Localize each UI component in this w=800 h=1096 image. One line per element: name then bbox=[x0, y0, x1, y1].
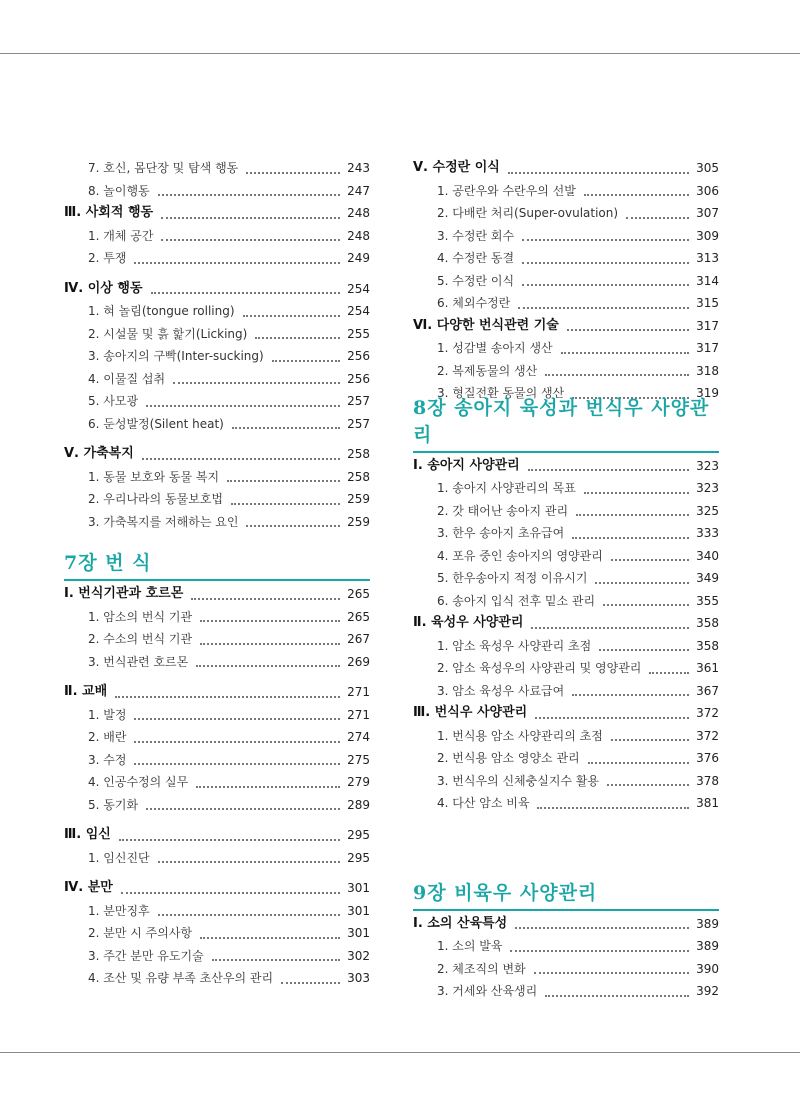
section-title: Ⅴ. 가축복지 bbox=[64, 446, 134, 461]
item-title: 1. 동물 보호와 동물 복지 bbox=[88, 469, 220, 484]
toc-item[interactable] bbox=[64, 180, 370, 203]
page-number: 271 bbox=[344, 704, 370, 727]
dot-leader bbox=[161, 239, 340, 241]
toc-section[interactable] bbox=[64, 824, 370, 847]
toc-item[interactable] bbox=[413, 747, 719, 770]
item-title: 1. 암소의 번식 기관 bbox=[88, 609, 193, 624]
dot-leader bbox=[576, 514, 689, 516]
page-number: 257 bbox=[344, 390, 370, 413]
page-number: 361 bbox=[693, 657, 719, 680]
toc-item[interactable] bbox=[64, 300, 370, 323]
item-title: 1. 성감별 송아지 생산 bbox=[437, 341, 553, 355]
dot-leader bbox=[515, 927, 689, 929]
toc-item[interactable] bbox=[64, 466, 370, 489]
toc-item[interactable] bbox=[413, 935, 719, 958]
toc-item[interactable] bbox=[413, 202, 719, 225]
page-number: 389 bbox=[693, 913, 719, 936]
page-number: 314 bbox=[693, 270, 719, 293]
bottom-rule bbox=[0, 1052, 800, 1053]
dot-leader bbox=[196, 786, 340, 788]
page-number: 315 bbox=[693, 292, 719, 315]
toc-item[interactable] bbox=[64, 488, 370, 511]
toc-item[interactable] bbox=[413, 225, 719, 248]
page-number: 325 bbox=[693, 500, 719, 523]
item-title: 3. 번식우의 신체충실지수 활용 bbox=[437, 773, 599, 788]
toc-item[interactable] bbox=[413, 500, 719, 523]
item-title: 3. 가축복지를 저해하는 요인 bbox=[88, 514, 239, 529]
toc-item[interactable] bbox=[413, 590, 719, 613]
item-title: 4. 인공수정의 실무 bbox=[88, 775, 189, 789]
page-number: 313 bbox=[693, 247, 719, 270]
dot-leader bbox=[649, 672, 689, 674]
toc-item[interactable] bbox=[413, 292, 719, 315]
dot-leader bbox=[146, 405, 340, 407]
page-number: 303 bbox=[344, 967, 370, 990]
toc-section[interactable] bbox=[64, 443, 370, 466]
toc-item[interactable] bbox=[64, 900, 370, 923]
toc-item[interactable] bbox=[64, 511, 370, 534]
page-number: 318 bbox=[693, 360, 719, 383]
page-number: 254 bbox=[344, 278, 370, 301]
item-title: 1. 분만징후 bbox=[88, 903, 150, 918]
dot-leader bbox=[522, 239, 689, 241]
section-title: Ⅲ. 사회적 행동 bbox=[64, 205, 154, 220]
dot-leader bbox=[232, 427, 340, 429]
toc-item[interactable] bbox=[413, 792, 719, 815]
page-number: 309 bbox=[693, 225, 719, 248]
page-number: 256 bbox=[344, 368, 370, 391]
page-number: 265 bbox=[344, 606, 370, 629]
toc-item[interactable] bbox=[64, 771, 370, 794]
page-number: 301 bbox=[344, 922, 370, 945]
dot-leader bbox=[115, 696, 340, 698]
item-title: 1. 임신진단 bbox=[88, 850, 150, 865]
dot-leader bbox=[134, 718, 340, 720]
dot-leader bbox=[599, 649, 689, 651]
chapter-title: 8장 송아지 육성과 번식우 사양관리 bbox=[413, 396, 710, 446]
page-number: 319 bbox=[693, 382, 719, 405]
item-title: 2. 분만 시 주의사항 bbox=[88, 926, 193, 940]
dot-leader bbox=[572, 537, 689, 539]
page-number: 301 bbox=[344, 877, 370, 900]
dot-leader bbox=[119, 839, 340, 841]
item-title: 1. 소의 발육 bbox=[437, 939, 503, 953]
page-number: 259 bbox=[344, 488, 370, 511]
dot-leader bbox=[567, 329, 689, 331]
toc-item[interactable] bbox=[413, 545, 719, 568]
dot-leader bbox=[134, 763, 340, 765]
dot-leader bbox=[584, 194, 689, 196]
page-number: 259 bbox=[344, 511, 370, 534]
chapter-heading bbox=[413, 396, 719, 455]
item-title: 3. 수정란 회수 bbox=[437, 228, 515, 243]
page-number: 317 bbox=[693, 315, 719, 338]
toc-item[interactable] bbox=[413, 477, 719, 500]
item-title: 5. 한우송아지 적정 이유시기 bbox=[437, 571, 588, 585]
toc-section[interactable] bbox=[413, 612, 719, 635]
toc-item[interactable] bbox=[64, 157, 370, 180]
dot-leader bbox=[510, 950, 689, 952]
chapter-title: 9장 비육우 사양관리 bbox=[413, 881, 598, 904]
toc-item[interactable] bbox=[413, 567, 719, 590]
item-title: 1. 공란우와 수란우의 선발 bbox=[437, 183, 576, 198]
toc-item[interactable] bbox=[413, 635, 719, 658]
page-number: 258 bbox=[344, 466, 370, 489]
toc-item[interactable] bbox=[64, 247, 370, 270]
page-number: 243 bbox=[344, 157, 370, 180]
section-title: Ⅰ. 번식기관과 호르몬 bbox=[64, 586, 184, 601]
dot-leader bbox=[243, 315, 341, 317]
spacer bbox=[413, 815, 719, 863]
dot-leader bbox=[142, 458, 340, 460]
page-number: 247 bbox=[344, 180, 370, 203]
page-number: 323 bbox=[693, 477, 719, 500]
toc-item[interactable] bbox=[413, 725, 719, 748]
toc-section[interactable] bbox=[64, 202, 370, 225]
toc-right-column bbox=[413, 157, 719, 1003]
page-number: 265 bbox=[344, 583, 370, 606]
page-number: 248 bbox=[344, 225, 370, 248]
page-number: 271 bbox=[344, 681, 370, 704]
item-title: 1. 발정 bbox=[88, 707, 127, 722]
page-number: 301 bbox=[344, 900, 370, 923]
toc-section[interactable] bbox=[64, 681, 370, 704]
dot-leader bbox=[603, 604, 689, 606]
toc-section[interactable] bbox=[413, 157, 719, 180]
item-title: 3. 암소 육성우 사료급여 bbox=[437, 683, 565, 698]
section-title: Ⅳ. 분만 bbox=[64, 880, 113, 895]
item-title: 8. 놀이행동 bbox=[88, 183, 150, 198]
page-number: 269 bbox=[344, 651, 370, 674]
page-number: 349 bbox=[693, 567, 719, 590]
item-title: 6. 둔성발정(Silent heat) bbox=[88, 416, 224, 431]
toc-section[interactable] bbox=[64, 583, 370, 606]
spacer bbox=[64, 673, 370, 681]
dot-leader bbox=[146, 808, 340, 810]
dot-leader bbox=[246, 525, 340, 527]
item-title: 5. 동기화 bbox=[88, 797, 139, 812]
dot-leader bbox=[535, 717, 689, 719]
spacer bbox=[64, 816, 370, 824]
dot-leader bbox=[611, 559, 689, 561]
dot-leader bbox=[134, 262, 340, 264]
section-title: Ⅳ. 이상 행동 bbox=[64, 280, 143, 296]
toc-item[interactable] bbox=[64, 390, 370, 413]
toc-item[interactable] bbox=[413, 657, 719, 680]
section-title: Ⅲ. 임신 bbox=[64, 827, 111, 842]
dot-leader bbox=[522, 262, 689, 264]
item-title: 2. 복제동물의 생산 bbox=[437, 363, 538, 378]
page-number: 358 bbox=[693, 635, 719, 658]
item-title: 4. 포유 중인 송아지의 영양관리 bbox=[437, 548, 603, 563]
dot-leader bbox=[281, 982, 340, 984]
toc-item[interactable] bbox=[413, 270, 719, 293]
item-title: 6. 체외수정란 bbox=[437, 296, 511, 310]
toc-section[interactable] bbox=[413, 702, 719, 725]
dot-leader bbox=[572, 694, 689, 696]
dot-leader bbox=[588, 762, 689, 764]
page-number: 333 bbox=[693, 522, 719, 545]
toc-item[interactable] bbox=[64, 651, 370, 674]
item-title: 2. 시설물 및 흙 핥기(Licking) bbox=[88, 326, 248, 341]
item-title: 2. 수소의 번식 기관 bbox=[88, 632, 193, 646]
toc-item[interactable] bbox=[64, 847, 370, 870]
item-title: 3. 번식관련 호르몬 bbox=[88, 654, 189, 669]
section-title: Ⅵ. 다양한 번식관련 기술 bbox=[413, 317, 559, 333]
item-title: 1. 암소 육성우 사양관리 초점 bbox=[437, 638, 592, 653]
toc-section[interactable] bbox=[64, 877, 370, 900]
dot-leader bbox=[161, 217, 340, 219]
item-title: 2. 배란 bbox=[88, 730, 127, 744]
item-title: 3. 수정 bbox=[88, 752, 127, 767]
page-number: 306 bbox=[693, 180, 719, 203]
page-number: 372 bbox=[693, 702, 719, 725]
item-title: 2. 다배란 처리(Super-ovulation) bbox=[437, 206, 619, 220]
page-number: 248 bbox=[344, 202, 370, 225]
dot-leader bbox=[191, 598, 340, 600]
page-number: 256 bbox=[344, 345, 370, 368]
toc-item[interactable] bbox=[64, 413, 370, 436]
dot-leader bbox=[173, 382, 340, 384]
toc-item[interactable] bbox=[413, 980, 719, 1003]
toc-item[interactable] bbox=[64, 628, 370, 651]
item-title: 3. 한우 송아지 초유급여 bbox=[437, 526, 565, 540]
toc-item[interactable] bbox=[413, 180, 719, 203]
section-title: Ⅲ. 번식우 사양관리 bbox=[413, 705, 528, 720]
dot-leader bbox=[561, 352, 689, 354]
item-title: 1. 개체 공간 bbox=[88, 228, 154, 243]
item-title: 1. 번식용 암소 사양관리의 초점 bbox=[437, 728, 603, 743]
item-title: 4. 수정란 동결 bbox=[437, 251, 515, 265]
dot-leader bbox=[200, 620, 340, 622]
page-number: 254 bbox=[344, 300, 370, 323]
spacer bbox=[64, 270, 370, 278]
page-number: 258 bbox=[344, 443, 370, 466]
item-title: 3. 송아지의 구빡(Inter-sucking) bbox=[88, 349, 264, 363]
item-title: 3. 형질전환 동물의 생산 bbox=[437, 386, 565, 400]
dot-leader bbox=[227, 480, 340, 482]
item-title: 2. 번식용 암소 영양소 관리 bbox=[437, 751, 580, 765]
toc-section[interactable] bbox=[413, 455, 719, 478]
page-number: 323 bbox=[693, 455, 719, 478]
dot-leader bbox=[158, 914, 340, 916]
page-number: 358 bbox=[693, 612, 719, 635]
dot-leader bbox=[212, 959, 340, 961]
dot-leader bbox=[200, 643, 340, 645]
dot-leader bbox=[545, 374, 689, 376]
dot-leader bbox=[528, 469, 689, 471]
toc-item[interactable] bbox=[64, 345, 370, 368]
page-number: 267 bbox=[344, 628, 370, 651]
item-title: 3. 거세와 산육생리 bbox=[437, 984, 538, 998]
dot-leader bbox=[626, 217, 689, 219]
toc-item[interactable] bbox=[64, 606, 370, 629]
toc-section[interactable] bbox=[64, 278, 370, 301]
page-number: 390 bbox=[693, 958, 719, 981]
dot-leader bbox=[255, 337, 340, 339]
spacer bbox=[64, 869, 370, 877]
section-title: Ⅰ. 송아지 사양관리 bbox=[413, 457, 520, 473]
toc-item[interactable] bbox=[64, 323, 370, 346]
page-number: 372 bbox=[693, 725, 719, 748]
chapter-heading bbox=[64, 539, 370, 583]
chapter-heading bbox=[413, 869, 719, 913]
toc-item[interactable] bbox=[413, 958, 719, 981]
dot-leader bbox=[607, 784, 689, 786]
page-number: 376 bbox=[693, 747, 719, 770]
dot-leader bbox=[272, 360, 340, 362]
page-number: 389 bbox=[693, 935, 719, 958]
toc-item[interactable] bbox=[64, 967, 370, 990]
toc-item[interactable] bbox=[413, 680, 719, 703]
page-number: 279 bbox=[344, 771, 370, 794]
item-title: 6. 송아지 입식 전후 밑소 관리 bbox=[437, 593, 596, 608]
toc-item[interactable] bbox=[64, 704, 370, 727]
section-title: Ⅱ. 교배 bbox=[64, 684, 108, 699]
item-title: 2. 우리나라의 동물보호법 bbox=[88, 492, 223, 506]
item-title: 2. 투쟁 bbox=[88, 251, 127, 265]
page-number: 307 bbox=[693, 202, 719, 225]
toc-item[interactable] bbox=[413, 770, 719, 793]
toc-item[interactable] bbox=[413, 360, 719, 383]
page-number: 355 bbox=[693, 590, 719, 613]
chapter-underline bbox=[413, 451, 719, 453]
dot-leader bbox=[158, 861, 340, 863]
page-number: 302 bbox=[344, 945, 370, 968]
page-number: 289 bbox=[344, 794, 370, 817]
item-title: 2. 체조직의 변화 bbox=[437, 961, 526, 976]
section-title: Ⅰ. 소의 산육특성 bbox=[413, 915, 508, 931]
toc-item[interactable] bbox=[413, 337, 719, 360]
page-number: 378 bbox=[693, 770, 719, 793]
dot-leader bbox=[534, 972, 689, 974]
toc-item[interactable] bbox=[64, 749, 370, 772]
page-number: 274 bbox=[344, 726, 370, 749]
page-number: 275 bbox=[344, 749, 370, 772]
page-number: 249 bbox=[344, 247, 370, 270]
page-number: 392 bbox=[693, 980, 719, 1003]
chapter-title: 7장 번 식 bbox=[64, 552, 152, 574]
dot-leader bbox=[545, 995, 689, 997]
page-number: 295 bbox=[344, 824, 370, 847]
toc-section[interactable] bbox=[413, 913, 719, 936]
dot-leader bbox=[151, 292, 341, 294]
dot-leader bbox=[196, 665, 340, 667]
dot-leader bbox=[595, 582, 689, 584]
page-number: 255 bbox=[344, 323, 370, 346]
item-title: 5. 사모광 bbox=[88, 394, 139, 408]
toc-item[interactable] bbox=[413, 522, 719, 545]
dot-leader bbox=[158, 194, 340, 196]
page-number: 367 bbox=[693, 680, 719, 703]
page-number: 381 bbox=[693, 792, 719, 815]
item-title: 2. 암소 육성우의 사양관리 및 영양관리 bbox=[437, 661, 642, 675]
chapter-underline bbox=[413, 909, 719, 911]
page-number: 305 bbox=[693, 157, 719, 180]
dot-leader bbox=[518, 307, 689, 309]
dot-leader bbox=[134, 741, 340, 743]
dot-leader bbox=[121, 892, 340, 894]
item-title: 7. 호신, 몸단장 및 탐색 행동 bbox=[88, 161, 239, 175]
toc-item[interactable] bbox=[64, 922, 370, 945]
chapter-underline bbox=[64, 579, 370, 581]
page-number: 257 bbox=[344, 413, 370, 436]
dot-leader bbox=[611, 739, 689, 741]
item-title: 2. 갓 태어난 송아지 관리 bbox=[437, 503, 569, 518]
item-title: 4. 이물질 섭취 bbox=[88, 371, 166, 386]
toc-item[interactable] bbox=[64, 726, 370, 749]
toc-item[interactable] bbox=[64, 368, 370, 391]
dot-leader bbox=[231, 503, 340, 505]
dot-leader bbox=[537, 807, 689, 809]
dot-leader bbox=[531, 627, 689, 629]
page-number: 317 bbox=[693, 337, 719, 360]
toc-item[interactable] bbox=[64, 794, 370, 817]
page-number: 340 bbox=[693, 545, 719, 568]
item-title: 1. 송아지 사양관리의 목표 bbox=[437, 481, 576, 495]
section-title: Ⅱ. 육성우 사양관리 bbox=[413, 615, 524, 630]
item-title: 4. 조산 및 유량 부족 초산우의 관리 bbox=[88, 971, 274, 985]
toc-item[interactable] bbox=[413, 247, 719, 270]
spacer bbox=[64, 435, 370, 443]
toc-section[interactable] bbox=[413, 315, 719, 338]
item-title: 1. 혀 놀림(tongue rolling) bbox=[88, 304, 235, 318]
dot-leader bbox=[584, 492, 689, 494]
toc-left-column bbox=[64, 157, 370, 990]
dot-leader bbox=[200, 937, 340, 939]
item-title: 4. 다산 암소 비육 bbox=[437, 796, 530, 810]
toc-item[interactable] bbox=[64, 945, 370, 968]
top-rule bbox=[0, 53, 800, 54]
dot-leader bbox=[246, 172, 340, 174]
section-title: Ⅴ. 수정란 이식 bbox=[413, 160, 500, 175]
dot-leader bbox=[522, 284, 689, 286]
page-number: 295 bbox=[344, 847, 370, 870]
dot-leader bbox=[508, 172, 689, 174]
item-title: 3. 주간 분만 유도기술 bbox=[88, 948, 204, 963]
item-title: 5. 수정란 이식 bbox=[437, 273, 515, 288]
toc-item[interactable] bbox=[64, 225, 370, 248]
